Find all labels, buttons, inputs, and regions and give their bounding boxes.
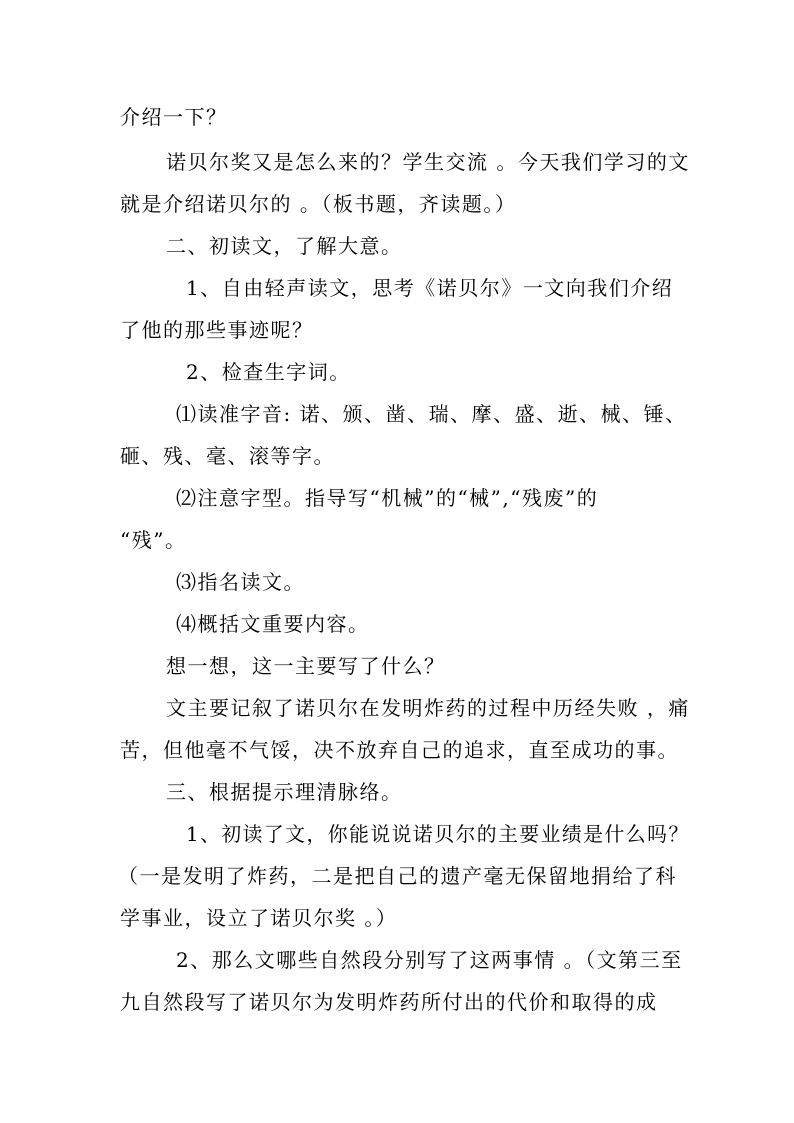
text-line: 文主要记叙了诺贝尔在发明炸药的过程中历经失败 ，痛 — [166, 696, 690, 720]
section-heading: 三、根据提示理清脉络。 — [166, 780, 403, 804]
text-line: ⑷概括文重要内容。 — [176, 612, 370, 636]
text-line: 2、检查生字词。 — [186, 360, 351, 384]
text-line: ⑵注意字型。指导写“机械”的“械”,“残废”的 — [176, 486, 599, 510]
text-line: ⑴读准字音: 诺、颁、凿、瑞、摩、盛、逝、械、锤、 — [176, 402, 687, 426]
text-line: ⑶指名读文。 — [176, 570, 305, 594]
section-heading: 二、初读文，了解大意。 — [166, 234, 403, 258]
text-line: 想一想，这一主要写了什么？ — [166, 654, 446, 678]
text-line: 九自然段写了诺贝尔为发明炸药所付出的代价和取得的成 — [120, 990, 658, 1014]
text-line: “残”。 — [120, 528, 187, 552]
text-line: 1、初读了文，你能说说诺贝尔的主要业绩是什么吗？ — [186, 822, 690, 846]
text-line: 苦，但他毫不气馁，决不放弃自己的追求，直至成功的事。 — [120, 738, 679, 762]
text-line: 砸、残、毫、滚等字。 — [120, 444, 335, 468]
text-line: 1、自由轻声读文，思考《诺贝尔》一文向我们介绍 — [186, 276, 674, 300]
text-line: 就是介绍诺贝尔的 。（板书题，齐读题。） — [120, 192, 517, 216]
text-line: 介绍一下？ — [120, 105, 228, 129]
text-line: 诺贝尔奖又是怎么来的？学生交流 。今天我们学习的文 — [166, 150, 690, 174]
text-line: 学事业，设立了诺贝尔奖 。） — [120, 906, 398, 930]
text-line: （一是发明了炸药，二是把自己的遗产毫无保留地捐给了科 — [118, 864, 677, 888]
text-line: 2、那么文哪些自然段分别写了这两事情 。（文第三至 — [176, 948, 683, 972]
text-line: 了他的那些事迹呢？ — [120, 318, 314, 342]
